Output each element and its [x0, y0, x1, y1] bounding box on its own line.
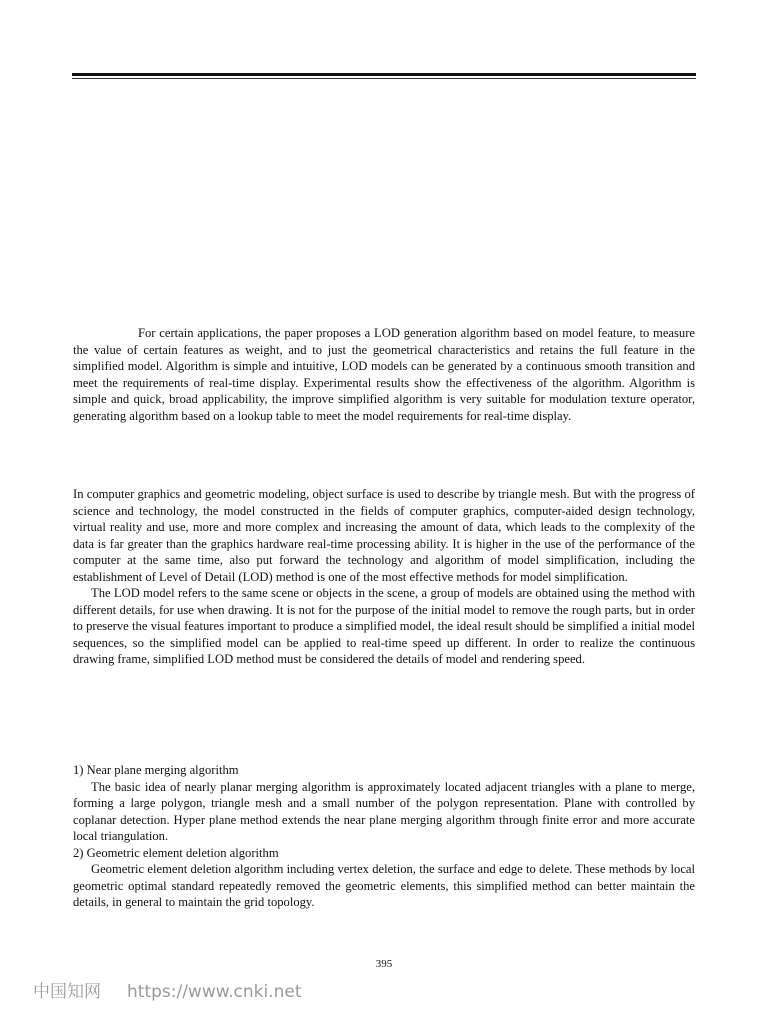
header-rule-thin [72, 78, 696, 79]
abstract-paragraph: For certain applications, the paper proposes a LOD generation algorithm based on model feature, to measure the value of certain features as weight, and to just the geometrical characteristics and retains the full feature in the simplified model. Algorithm is simple and intuitive, LOD models can be generated by a continuous smooth transition and meet the requirements of real-time display. Experimental results show the effectiveness of the algorithm. Algorithm is simple and quick, broad applicability, the improve simplified algorithm is very suitable for modulation texture operator, generating algorithm based on a lookup table to meet the model requirements for real-time display. [73, 326, 695, 423]
page-number: 395 [375, 958, 393, 970]
near-plane-heading: 1) Near plane merging algorithm [73, 763, 239, 777]
element-deletion-paragraph: Geometric element deletion algorithm including vertex deletion, the surface and edge to delete. These methods by local geometric optimal standard repeatedly removed the geometric elements, this simplified method can better maintain the details, in general to maintain the grid topology. [73, 862, 695, 909]
intro-paragraph-2: The LOD model refers to the same scene or objects in the scene, a group of models are obtained using the method with different details, for use when drawing. It is not for the purpose of the initial model to remove the rough parts, but in order to preserve the visual features important to produce a simplified model, the ideal result should be simplified a initial model sequences, so the simplified model can be applied to real-time speed up different. In order to realize the continuous drawing frame, simplified LOD method must be considered the details of model and rendering speed. [73, 586, 695, 666]
header-rule-thick [72, 73, 696, 76]
cnki-watermark [33, 977, 301, 1002]
methods-section [73, 762, 695, 911]
abstract-section [73, 325, 695, 424]
element-deletion-heading: 2) Geometric element deletion algorithm [73, 845, 279, 860]
near-plane-paragraph: The basic idea of nearly planar merging algorithm is approximately located adjacent triangles with a plane to merge, forming a large polygon, triangle mesh and a small number of the polygon representation. Plane with controlled by coplanar detection. Hyper plane method extends the near plane merging algorithm through finite error and more accurate local triangulation. [73, 779, 695, 843]
watermark-url: https://www.cnki.net [127, 982, 302, 1002]
watermark-brand: 中国知网 [33, 982, 101, 1002]
introduction-section [73, 486, 695, 668]
intro-paragraph-1: In computer graphics and geometric modeling, object surface is used to describe by triangle mesh. But with the progress of science and technology, the model constructed in the fields of computer graphics, computer-aided design technology, virtual reality and use, more and more complex and increasing the amount of data, which leads to the complexity of the data is far greater than the graphics hardware real-time processing ability. It is higher in the use of the performance of the computer at the same time, also put forward the technology and algorithm of model simplification, including the establishment of Level of Detail (LOD) method is one of the most effective methods for model simplification. [73, 487, 695, 584]
